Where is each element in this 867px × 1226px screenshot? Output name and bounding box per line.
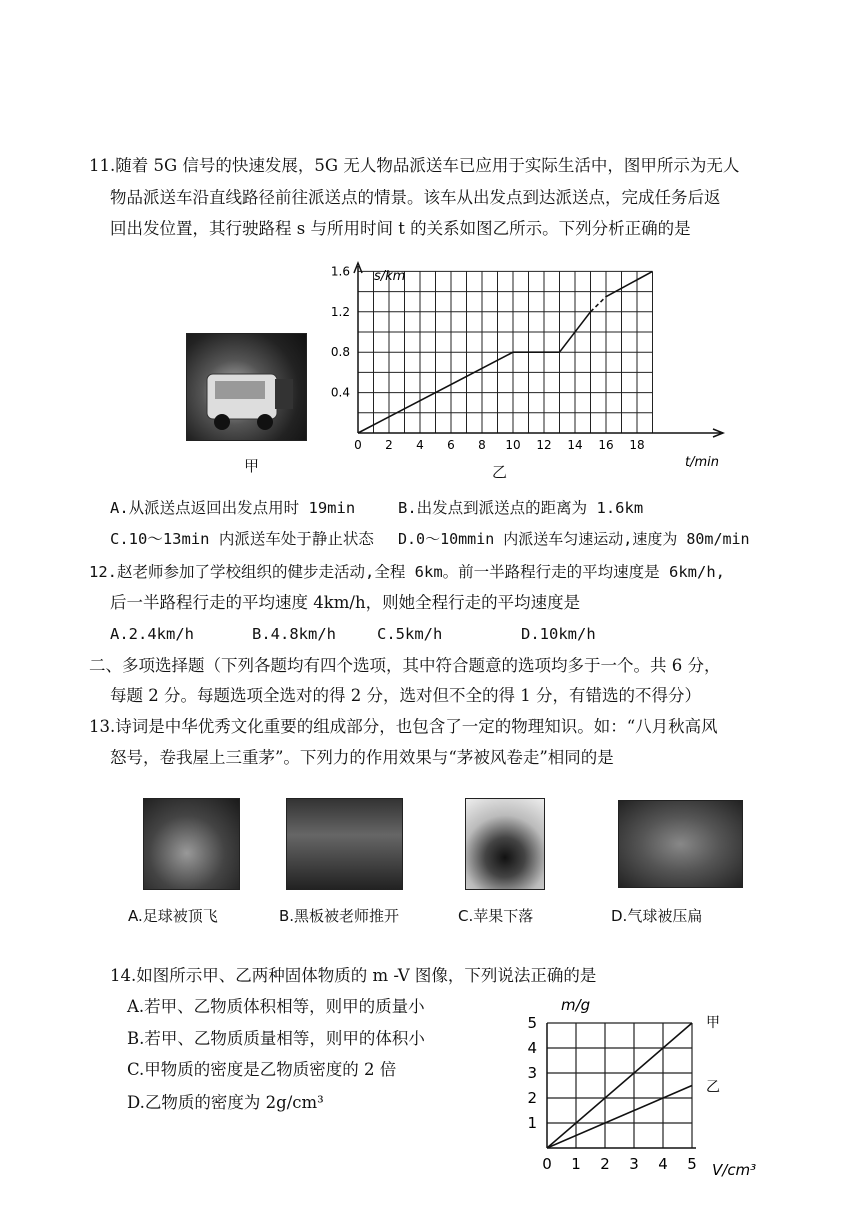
mv-y-tick: 2 <box>527 1089 537 1107</box>
mv-y-tick: 3 <box>527 1064 537 1082</box>
q13-option-b: B.黑板被老师推开 <box>279 907 400 925</box>
mv-x-tick: 3 <box>629 1155 639 1173</box>
st-x-tick: 8 <box>478 438 486 452</box>
mv-x-label: V/cm³ <box>712 1161 757 1179</box>
football-photo <box>143 798 240 890</box>
mv-x-tick: 5 <box>687 1155 697 1173</box>
st-y-tick: 1.6 <box>330 264 350 279</box>
m-v-graph <box>510 985 770 1190</box>
st-x-tick: 10 <box>505 438 521 452</box>
st-x-tick: 16 <box>598 438 614 452</box>
mv-series-line <box>547 1086 692 1149</box>
st-y-tick: 1.2 <box>330 304 350 319</box>
st-y-tick: 0.8 <box>330 345 350 360</box>
mv-y-tick: 5 <box>527 1014 537 1032</box>
st-x-label: t/min <box>685 455 719 470</box>
mv-y-tick: 1 <box>527 1114 537 1132</box>
s-t-graph <box>325 258 730 478</box>
q11-option-b: B.出发点到派送点的距离为 1.6km <box>398 499 644 517</box>
st-x-tick: 12 <box>536 438 552 452</box>
st-x-tick: 6 <box>447 438 455 452</box>
mv-series-label: 甲 <box>706 1015 720 1031</box>
q12-option-d: D.10km/h <box>521 625 596 643</box>
fig-yi-caption: 乙 <box>492 463 508 481</box>
q12-option-b: B.4.8km/h <box>252 625 336 643</box>
q11-option-c: C.10～13min 内派送车处于静止状态 <box>110 530 374 548</box>
q13-option-d: D.气球被压扁 <box>611 907 703 925</box>
q13-option-a: A.足球被顶飞 <box>128 907 218 925</box>
q13-line2: 怒号，卷我屋上三重茅”。下列力的作用效果与“茅被风卷走”相同的是 <box>110 748 614 767</box>
mv-y-label: m/g <box>561 996 591 1014</box>
mv-series-line <box>547 1023 692 1148</box>
apple-photo <box>465 798 545 890</box>
q14-option-b: B.若甲、乙物质质量相等，则甲的体积小 <box>127 1029 425 1048</box>
st-x-tick: 4 <box>416 438 424 452</box>
q11-line1: 11.随着 5G 信号的快速发展，5G 无人物品派送车已应用于实际生活中，图甲所示为无人 <box>89 156 740 175</box>
st-y-tick: 0.4 <box>330 385 350 400</box>
mv-y-tick: 4 <box>527 1039 537 1057</box>
q11-option-d: D.0～10mmin 内派送车匀速运动,速度为 80m/min <box>398 530 750 548</box>
mv-x-tick: 1 <box>571 1155 581 1173</box>
mv-series-label: 乙 <box>706 1079 720 1096</box>
q13-option-c: C.苹果下落 <box>458 907 534 925</box>
section2-line1: 二、多项选择题（下列各题均有四个选项，其中符合题意的选项均多于一个。共 6 分， <box>89 656 721 675</box>
q12-line1: 12.赵老师参加了学校组织的健步走活动,全程 6km。前一半路程行走的平均速度是 6km/h, <box>89 563 725 581</box>
st-series-segment <box>591 297 607 312</box>
section2-line2: 每题 2 分。每题选项全选对的得 2 分，选对但不全的得 1 分，有错选的不得分） <box>110 686 701 705</box>
mv-x-tick: 4 <box>658 1155 668 1173</box>
q11-line3: 回出发位置，其行驶路程 s 与所用时间 t 的关系如图乙所示。下列分析正确的是 <box>110 219 691 238</box>
fig-jia-caption: 甲 <box>244 457 260 475</box>
q11-line2: 物品派送车沿直线路径前往派送点的情景。该车从出发点到达派送点，完成任务后返 <box>110 188 721 207</box>
st-x-tick: 0 <box>354 438 362 452</box>
q14-option-a: A.若甲、乙物质体积相等，则甲的质量小 <box>127 997 425 1016</box>
q14-option-d: D.乙物质的密度为 2g/cm³ <box>127 1093 324 1112</box>
q11-option-a: A.从派送点返回出发点用时 19min <box>110 499 356 517</box>
st-x-tick: 2 <box>385 438 393 452</box>
st-y-label: s/km <box>374 269 406 284</box>
st-series-segment <box>606 271 653 296</box>
q14-line1: 14.如图所示甲、乙两种固体物质的 m -V 图像，下列说法正确的是 <box>110 966 597 985</box>
mv-x-tick: 0 <box>542 1155 552 1173</box>
q12-line2: 后一半路程行走的平均速度 4km/h，则她全程行走的平均速度是 <box>110 593 581 612</box>
blackboard-photo <box>286 798 403 890</box>
st-x-tick: 18 <box>629 438 645 452</box>
q12-option-a: A.2.4km/h <box>110 625 194 643</box>
balloon-photo <box>618 800 743 888</box>
st-x-tick: 14 <box>567 438 583 452</box>
delivery-vehicle-photo <box>186 333 307 441</box>
q12-option-c: C.5km/h <box>377 625 443 643</box>
q14-option-c: C.甲物质的密度是乙物质密度的 2 倍 <box>127 1060 397 1079</box>
mv-x-tick: 2 <box>600 1155 610 1173</box>
st-axes <box>354 263 723 437</box>
q13-line1: 13.诗词是中华优秀文化重要的组成部分，也包含了一定的物理知识。如：“八月秋高风 <box>89 717 718 736</box>
